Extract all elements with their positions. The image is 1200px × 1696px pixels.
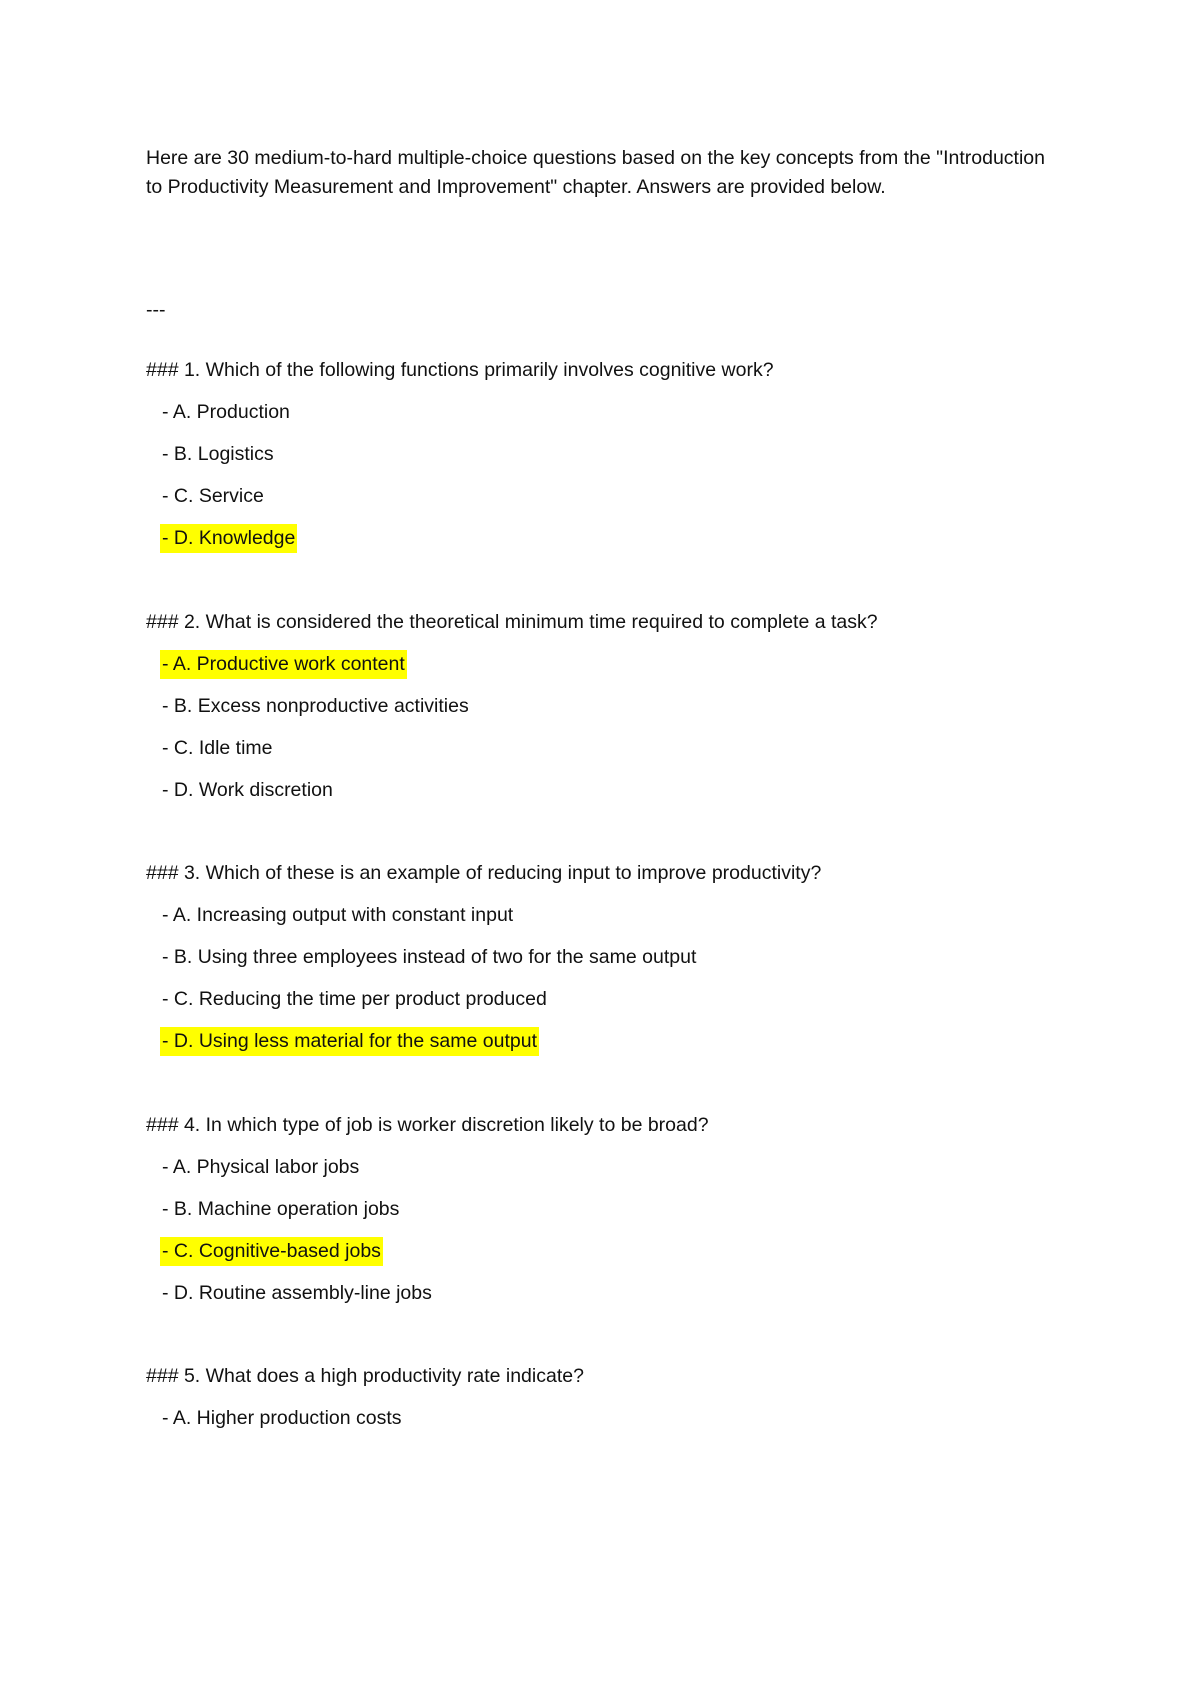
option-b: - B. Machine operation jobs: [162, 1198, 400, 1220]
option-b: - B. Logistics: [162, 443, 274, 465]
option-a-highlighted: - A. Productive work content: [160, 650, 407, 679]
option-c: - C. Reducing the time per product produced: [162, 988, 547, 1010]
intro-paragraph: Here are 30 medium-to-hard multiple-choice questions based on the key concepts from the "Introduction to Productivity Measurement and Improvement" chapter. Answers are provided below.: [146, 147, 1045, 198]
option-c: - C. Idle time: [162, 737, 273, 759]
question-5: [146, 1362, 1106, 1429]
option-a: - A. Production: [162, 401, 290, 423]
option-b: - B. Excess nonproductive activities: [162, 695, 469, 717]
option-a: - A. Increasing output with constant input: [162, 904, 514, 926]
question-title: ### 3. Which of these is an example of reducing input to improve productivity?: [146, 862, 822, 884]
option-c: - C. Service: [162, 485, 264, 507]
option-c-highlighted: - C. Cognitive-based jobs: [160, 1237, 383, 1266]
question-title: ### 1. Which of the following functions primarily involves cognitive work?: [146, 359, 774, 381]
question-3: [146, 859, 1106, 1052]
question-title: ### 2. What is considered the theoretical minimum time required to complete a task?: [146, 611, 878, 633]
question-title: ### 4. In which type of job is worker discretion likely to be broad?: [146, 1114, 709, 1136]
option-a: - A. Higher production costs: [162, 1407, 402, 1429]
option-d-highlighted: - D. Using less material for the same output: [160, 1027, 539, 1056]
question-title: ### 5. What does a high productivity rate indicate?: [146, 1365, 584, 1387]
question-2: [146, 608, 1106, 801]
option-d: - D. Work discretion: [162, 779, 333, 801]
option-d-highlighted: - D. Knowledge: [160, 524, 297, 553]
question-4: [146, 1111, 1106, 1304]
question-1: [146, 356, 1106, 549]
option-d: - D. Routine assembly-line jobs: [162, 1282, 432, 1304]
option-a: - A. Physical labor jobs: [162, 1156, 360, 1178]
section-divider: ---: [146, 299, 166, 321]
option-b: - B. Using three employees instead of two for the same output: [162, 946, 697, 968]
